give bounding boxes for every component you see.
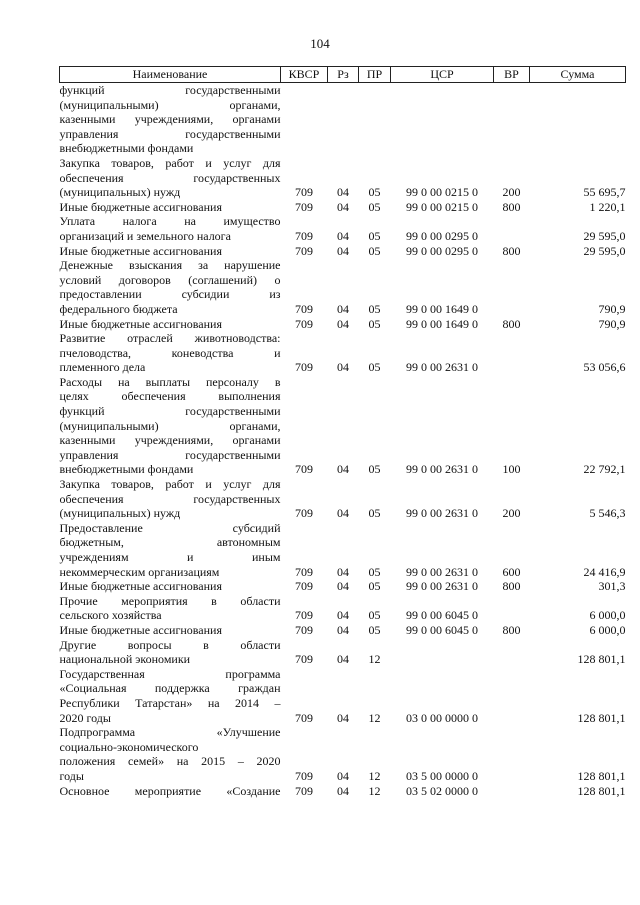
row-vr [494, 784, 530, 799]
row-csr: 99 0 00 2631 0 [406, 564, 478, 579]
row-name-line: Предоставление субсидий [59, 520, 281, 535]
row-rz: 04 [337, 360, 349, 375]
row-kvsr: 709 [295, 768, 313, 783]
row-sum: 29 595,0 [583, 243, 626, 258]
row-csr: 99 0 00 6045 0 [406, 608, 478, 623]
row-vr: 800 [502, 199, 521, 214]
row-sum: 6 000,0 [589, 608, 626, 623]
row-kvsr: 709 [295, 301, 313, 316]
row-sum: 6 000,0 [589, 622, 626, 637]
row-rz [328, 83, 359, 156]
row-name-line: функций государственными [59, 404, 281, 419]
row-kvsr: 709 [295, 199, 313, 214]
row-pr: 12 [368, 652, 381, 667]
row-rz: 04 [337, 652, 349, 667]
row-kvsr: 709 [295, 622, 313, 637]
header-vr: ВР [494, 67, 530, 83]
row-kvsr: 709 [295, 243, 313, 258]
row-name [60, 244, 281, 259]
row-sum: 790,9 [598, 301, 626, 316]
row-sum: 24 416,9 [583, 564, 626, 579]
row-pr: 05 [368, 506, 381, 521]
table-row [60, 521, 626, 579]
header-sum: Сумма [530, 67, 626, 83]
row-name [60, 725, 281, 783]
row-pr: 05 [368, 579, 381, 594]
row-sum: 5 546,3 [589, 506, 626, 521]
row-sum: 29 595,0 [583, 228, 626, 243]
row-sum: 301,3 [598, 579, 626, 594]
page-number: 104 [310, 36, 330, 51]
row-name-line: пчеловодства, коневодства и [59, 345, 281, 360]
row-kvsr: 709 [295, 710, 313, 725]
row-kvsr: 709 [295, 228, 313, 243]
row-kvsr: 709 [295, 462, 313, 477]
table-row [60, 331, 626, 375]
row-name [60, 375, 281, 477]
row-pr: 05 [368, 228, 381, 243]
row-vr: 600 [502, 564, 521, 579]
row-name [60, 477, 281, 521]
row-name-line: учреждениям и иным [59, 550, 281, 564]
row-name-line: Иные бюджетные ассигнования [59, 622, 222, 637]
row-vr [494, 667, 530, 725]
row-pr: 05 [368, 462, 381, 477]
row-csr: 99 0 00 0215 0 [406, 185, 478, 200]
budget-table [59, 66, 626, 798]
row-name-line: Уплата налога на имущество [59, 214, 281, 229]
row-sum: 1 220,1 [589, 199, 626, 214]
table-row [60, 579, 626, 594]
row-rz: 04 [337, 608, 349, 623]
row-name [60, 521, 281, 579]
row-csr [391, 638, 494, 667]
row-name-line: Иные бюджетные ассигнования [59, 316, 222, 331]
row-pr: 05 [368, 301, 381, 316]
row-name-line: Другие вопросы в области [59, 637, 281, 652]
header-pr: ПР [359, 67, 391, 83]
row-pr: 05 [368, 243, 381, 258]
row-name-line: Подпрограмма «Улучшение [59, 725, 281, 740]
row-rz: 04 [337, 462, 349, 477]
table-row [60, 725, 626, 783]
row-name-line: Иные бюджетные ассигнования [59, 579, 222, 594]
header-kvsr: КВСР [281, 67, 328, 83]
row-csr: 99 0 00 2631 0 [406, 360, 478, 375]
row-vr [494, 725, 530, 783]
row-rz: 04 [337, 185, 349, 200]
row-name-line: Закупка товаров, работ и услуг для [59, 155, 281, 170]
row-kvsr: 709 [295, 185, 313, 200]
row-csr: 99 0 00 2631 0 [406, 506, 478, 521]
row-name-line: Основное мероприятие «Создание [59, 783, 281, 798]
row-name-line: целях обеспечения выполнения [59, 389, 281, 404]
row-sum: 55 695,7 [583, 185, 626, 200]
row-rz: 04 [337, 228, 349, 243]
row-sum [530, 83, 626, 156]
row-kvsr: 709 [295, 652, 313, 667]
row-name [60, 156, 281, 200]
row-name [60, 258, 281, 316]
row-rz: 04 [337, 506, 349, 521]
row-csr: 03 0 00 0000 0 [406, 710, 478, 725]
row-pr: 12 [368, 768, 381, 783]
row-name [60, 667, 281, 725]
header-csr: ЦСР [391, 67, 494, 83]
row-name [60, 331, 281, 375]
row-name-line: национальной экономики [59, 652, 191, 667]
row-sum: 128 801,1 [577, 652, 626, 667]
table-body [60, 83, 626, 799]
row-name-line: обеспечения государственных [59, 170, 281, 185]
table-row [60, 317, 626, 332]
row-csr: 03 5 00 0000 0 [406, 768, 478, 783]
row-name-line: (муниципальных) нужд [59, 506, 181, 521]
table-row [60, 258, 626, 316]
row-name-line: бюджетным, автономным [59, 535, 281, 550]
row-name-line: казенными учреждениями, органами [59, 433, 281, 448]
table-row [60, 200, 626, 215]
header-rz: Рз [328, 67, 359, 83]
row-sum: 22 792,1 [583, 462, 626, 477]
row-name-line: управления государственными [59, 126, 281, 141]
row-sum: 790,9 [598, 316, 626, 331]
row-vr: 800 [502, 622, 521, 637]
row-name [60, 579, 281, 594]
row-pr: 12 [368, 783, 381, 798]
table-header [60, 67, 626, 83]
row-vr [494, 594, 530, 623]
row-name [60, 214, 281, 243]
row-vr [494, 331, 530, 375]
row-csr: 99 0 00 2631 0 [406, 462, 478, 477]
row-sum: 128 801,1 [577, 768, 626, 783]
row-rz: 04 [337, 783, 349, 798]
table-row [60, 784, 626, 799]
row-name-line: Иные бюджетные ассигнования [59, 243, 222, 258]
row-kvsr: 709 [295, 579, 313, 594]
row-name-line: Денежные взыскания за нарушение [59, 258, 281, 273]
row-rz: 04 [337, 199, 349, 214]
row-rz: 04 [337, 622, 349, 637]
row-rz: 04 [337, 710, 349, 725]
header-name: Наименование [60, 67, 281, 83]
row-rz: 04 [337, 316, 349, 331]
row-name-line: положения семей» на 2015 – 2020 [59, 754, 281, 769]
row-pr: 05 [368, 622, 381, 637]
table-row [60, 156, 626, 200]
row-csr: 03 5 02 0000 0 [406, 783, 478, 798]
row-vr: 800 [502, 316, 521, 331]
row-kvsr: 709 [295, 608, 313, 623]
row-name-line: социально-экономического [59, 739, 199, 754]
row-csr: 99 0 00 6045 0 [406, 622, 478, 637]
table-row [60, 638, 626, 667]
row-name-line: обеспечения государственных [59, 491, 281, 506]
row-name [60, 638, 281, 667]
row-name-line: сельского хозяйства [59, 608, 162, 623]
table-row [60, 477, 626, 521]
row-kvsr: 709 [295, 783, 313, 798]
row-name-line: предоставлении субсидии из [59, 287, 281, 302]
row-name-line: Закупка товаров, работ и услуг для [59, 477, 281, 492]
row-name-line: 2020 годы [59, 710, 111, 725]
row-pr: 05 [368, 185, 381, 200]
row-csr: 99 0 00 0215 0 [406, 199, 478, 214]
row-csr: 99 0 00 1649 0 [406, 301, 478, 316]
row-name-line: Республики Татарстан» на 2014 – [59, 695, 281, 710]
row-name-line: Иные бюджетные ассигнования [59, 199, 222, 214]
row-kvsr [281, 83, 328, 156]
row-csr [391, 83, 494, 156]
table-row [60, 623, 626, 638]
row-name-line: Государственная программа [59, 666, 281, 681]
row-name-line: Прочие мероприятия в области [59, 593, 281, 608]
row-name-line: организаций и земельного налога [59, 228, 231, 243]
row-name [60, 623, 281, 638]
row-kvsr: 709 [295, 316, 313, 331]
row-rz: 04 [337, 579, 349, 594]
table-row [60, 667, 626, 725]
row-name-line: «Социальная поддержка граждан [59, 681, 281, 696]
row-name [60, 317, 281, 332]
row-name-line: федерального бюджета [59, 301, 178, 316]
row-name-line: (муниципальными) органами, [59, 97, 281, 112]
row-pr [359, 83, 391, 156]
row-pr: 05 [368, 608, 381, 623]
row-vr [494, 258, 530, 316]
row-vr [494, 83, 530, 156]
row-sum: 128 801,1 [577, 783, 626, 798]
row-pr: 05 [368, 360, 381, 375]
row-name-line: управления государственными [59, 447, 281, 462]
row-name-line: внебюджетными фондами [59, 462, 194, 477]
row-vr [494, 214, 530, 243]
row-sum: 53 056,6 [583, 360, 626, 375]
row-name-line: условий договоров (соглашений) о [59, 272, 281, 287]
row-csr: 99 0 00 0295 0 [406, 243, 478, 258]
row-vr: 100 [502, 462, 521, 477]
table-row [60, 83, 626, 156]
table-row [60, 375, 626, 477]
row-vr: 800 [502, 579, 521, 594]
row-kvsr: 709 [295, 506, 313, 521]
row-name-line: некоммерческим организациям [59, 564, 220, 579]
table-row [60, 594, 626, 623]
row-kvsr: 709 [295, 360, 313, 375]
row-kvsr: 709 [295, 564, 313, 579]
row-name-line: (муниципальными) органами, [59, 418, 281, 433]
row-vr [494, 638, 530, 667]
row-csr: 99 0 00 1649 0 [406, 316, 478, 331]
row-rz: 04 [337, 564, 349, 579]
row-csr: 99 0 00 0295 0 [406, 228, 478, 243]
row-name [60, 784, 281, 799]
row-name-line: Расходы на выплаты персоналу в [59, 374, 281, 389]
row-name-line: казенными учреждениями, органами [59, 112, 281, 127]
row-name-line: Развитие отраслей животноводства: [59, 331, 281, 346]
row-name-line: племенного дела [59, 360, 146, 375]
row-name [60, 83, 281, 156]
row-pr: 05 [368, 316, 381, 331]
row-rz: 04 [337, 243, 349, 258]
row-sum: 128 801,1 [577, 710, 626, 725]
row-name [60, 200, 281, 215]
table-row [60, 214, 626, 243]
row-pr: 05 [368, 199, 381, 214]
row-rz: 04 [337, 301, 349, 316]
row-vr: 800 [502, 243, 521, 258]
row-vr: 200 [502, 185, 521, 200]
row-pr: 12 [368, 710, 381, 725]
row-csr: 99 0 00 2631 0 [406, 579, 478, 594]
row-pr: 05 [368, 564, 381, 579]
row-vr: 200 [502, 506, 521, 521]
row-rz: 04 [337, 768, 349, 783]
row-name-line: годы [59, 768, 84, 783]
row-name-line: функций государственными [59, 83, 281, 97]
table-row [60, 244, 626, 259]
row-name-line: (муниципальных) нужд [59, 185, 181, 200]
row-name-line: внебюджетными фондами [59, 141, 194, 156]
row-name [60, 594, 281, 623]
